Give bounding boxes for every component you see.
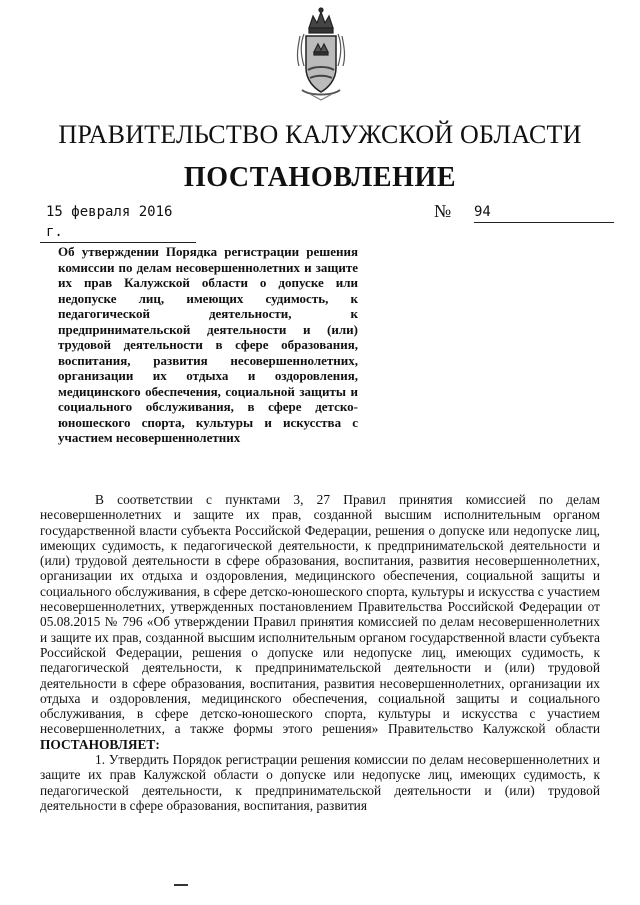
coat-of-arms-icon [290, 6, 352, 102]
document-body [40, 492, 600, 813]
organization-title: ПРАВИТЕЛЬСТВО КАЛУЖСКОЙ ОБЛАСТИ [58, 120, 582, 149]
document-date: 15 февраля 2016 г. [40, 202, 196, 243]
preamble-text: В соответствии с пунктами 3, 27 Правил принятия комиссией по делам несовершеннолетних и защите их прав, созданной высшим исполнительным органом государственной власти субъекта Российской Федерации, решения о допуске или недопуске лиц, имеющих судимость, к педагогической деятельности, к предпринимательской деятельности и (или) трудовой деятельности в сфере образования, воспитания, развития несовершеннолетних, организации их отдыха и оздоровления, медицинского обеспечения, социальной защиты и социального обслуживания, в сфере детско-юношеского спорта, культуры и искусства с участием несовершеннолетних, утвержденных постановлением Правительства Российской Федерации от 05.08.2015 № 796 «Об утверждении Правил принятия комиссией по делам несовершеннолетних и защите их прав, созданной высшим исполнительным органом государственной власти субъекта Российской Федерации, решения о допуске или недопуске лиц, имеющих судимость, к педагогической деятельности, к предпринимательской деятельности и (или) трудовой деятельности в сфере образования, воспитания, развития несовершеннолетних, организации их отдыха и оздоровления, медицинского обеспечения, социальной защиты и социального обслуживания, в сфере детско-юношеского спорта, культуры и искусства с участием несовершеннолетних, а также формы этого решения» Правительство Калужской области [40, 492, 600, 737]
document-subject: Об утверждении Порядка регистрации решения комиссии по делам несовершеннолетних и защите их прав Калужской области о допуске или недопуске лиц, имеющих судимость, к педагогической деятельности, к предпринимательской деятельности и (или) трудовой деятельности в сфере образования, воспитания, развития несовершеннолетних, организации их отдыха и оздоровления, медицинского обеспечения, социальной защиты и социального обслуживания, в сфере детско-юношеского спорта, культуры и искусства с участием несовершеннолетних [58, 244, 358, 445]
document-number: 94 [474, 202, 614, 223]
preamble-paragraph [40, 492, 600, 752]
document-type-title: ПОСТАНОВЛЕНИЕ [183, 162, 457, 193]
number-label: № [434, 201, 452, 221]
item-1-paragraph: 1. Утвердить Порядок регистрации решения комиссии по делам несовершеннолетних и защите их прав Калужской области о допуске или недопуске лиц, имеющих судимость, к педагогической деятельности, к предпринимательской деятельности и (или) трудовой деятельности в сфере образования, воспитания, развития [40, 752, 600, 813]
scan-mark [174, 884, 188, 886]
decree-word: ПОСТАНОВЛЯЕТ: [40, 736, 160, 752]
